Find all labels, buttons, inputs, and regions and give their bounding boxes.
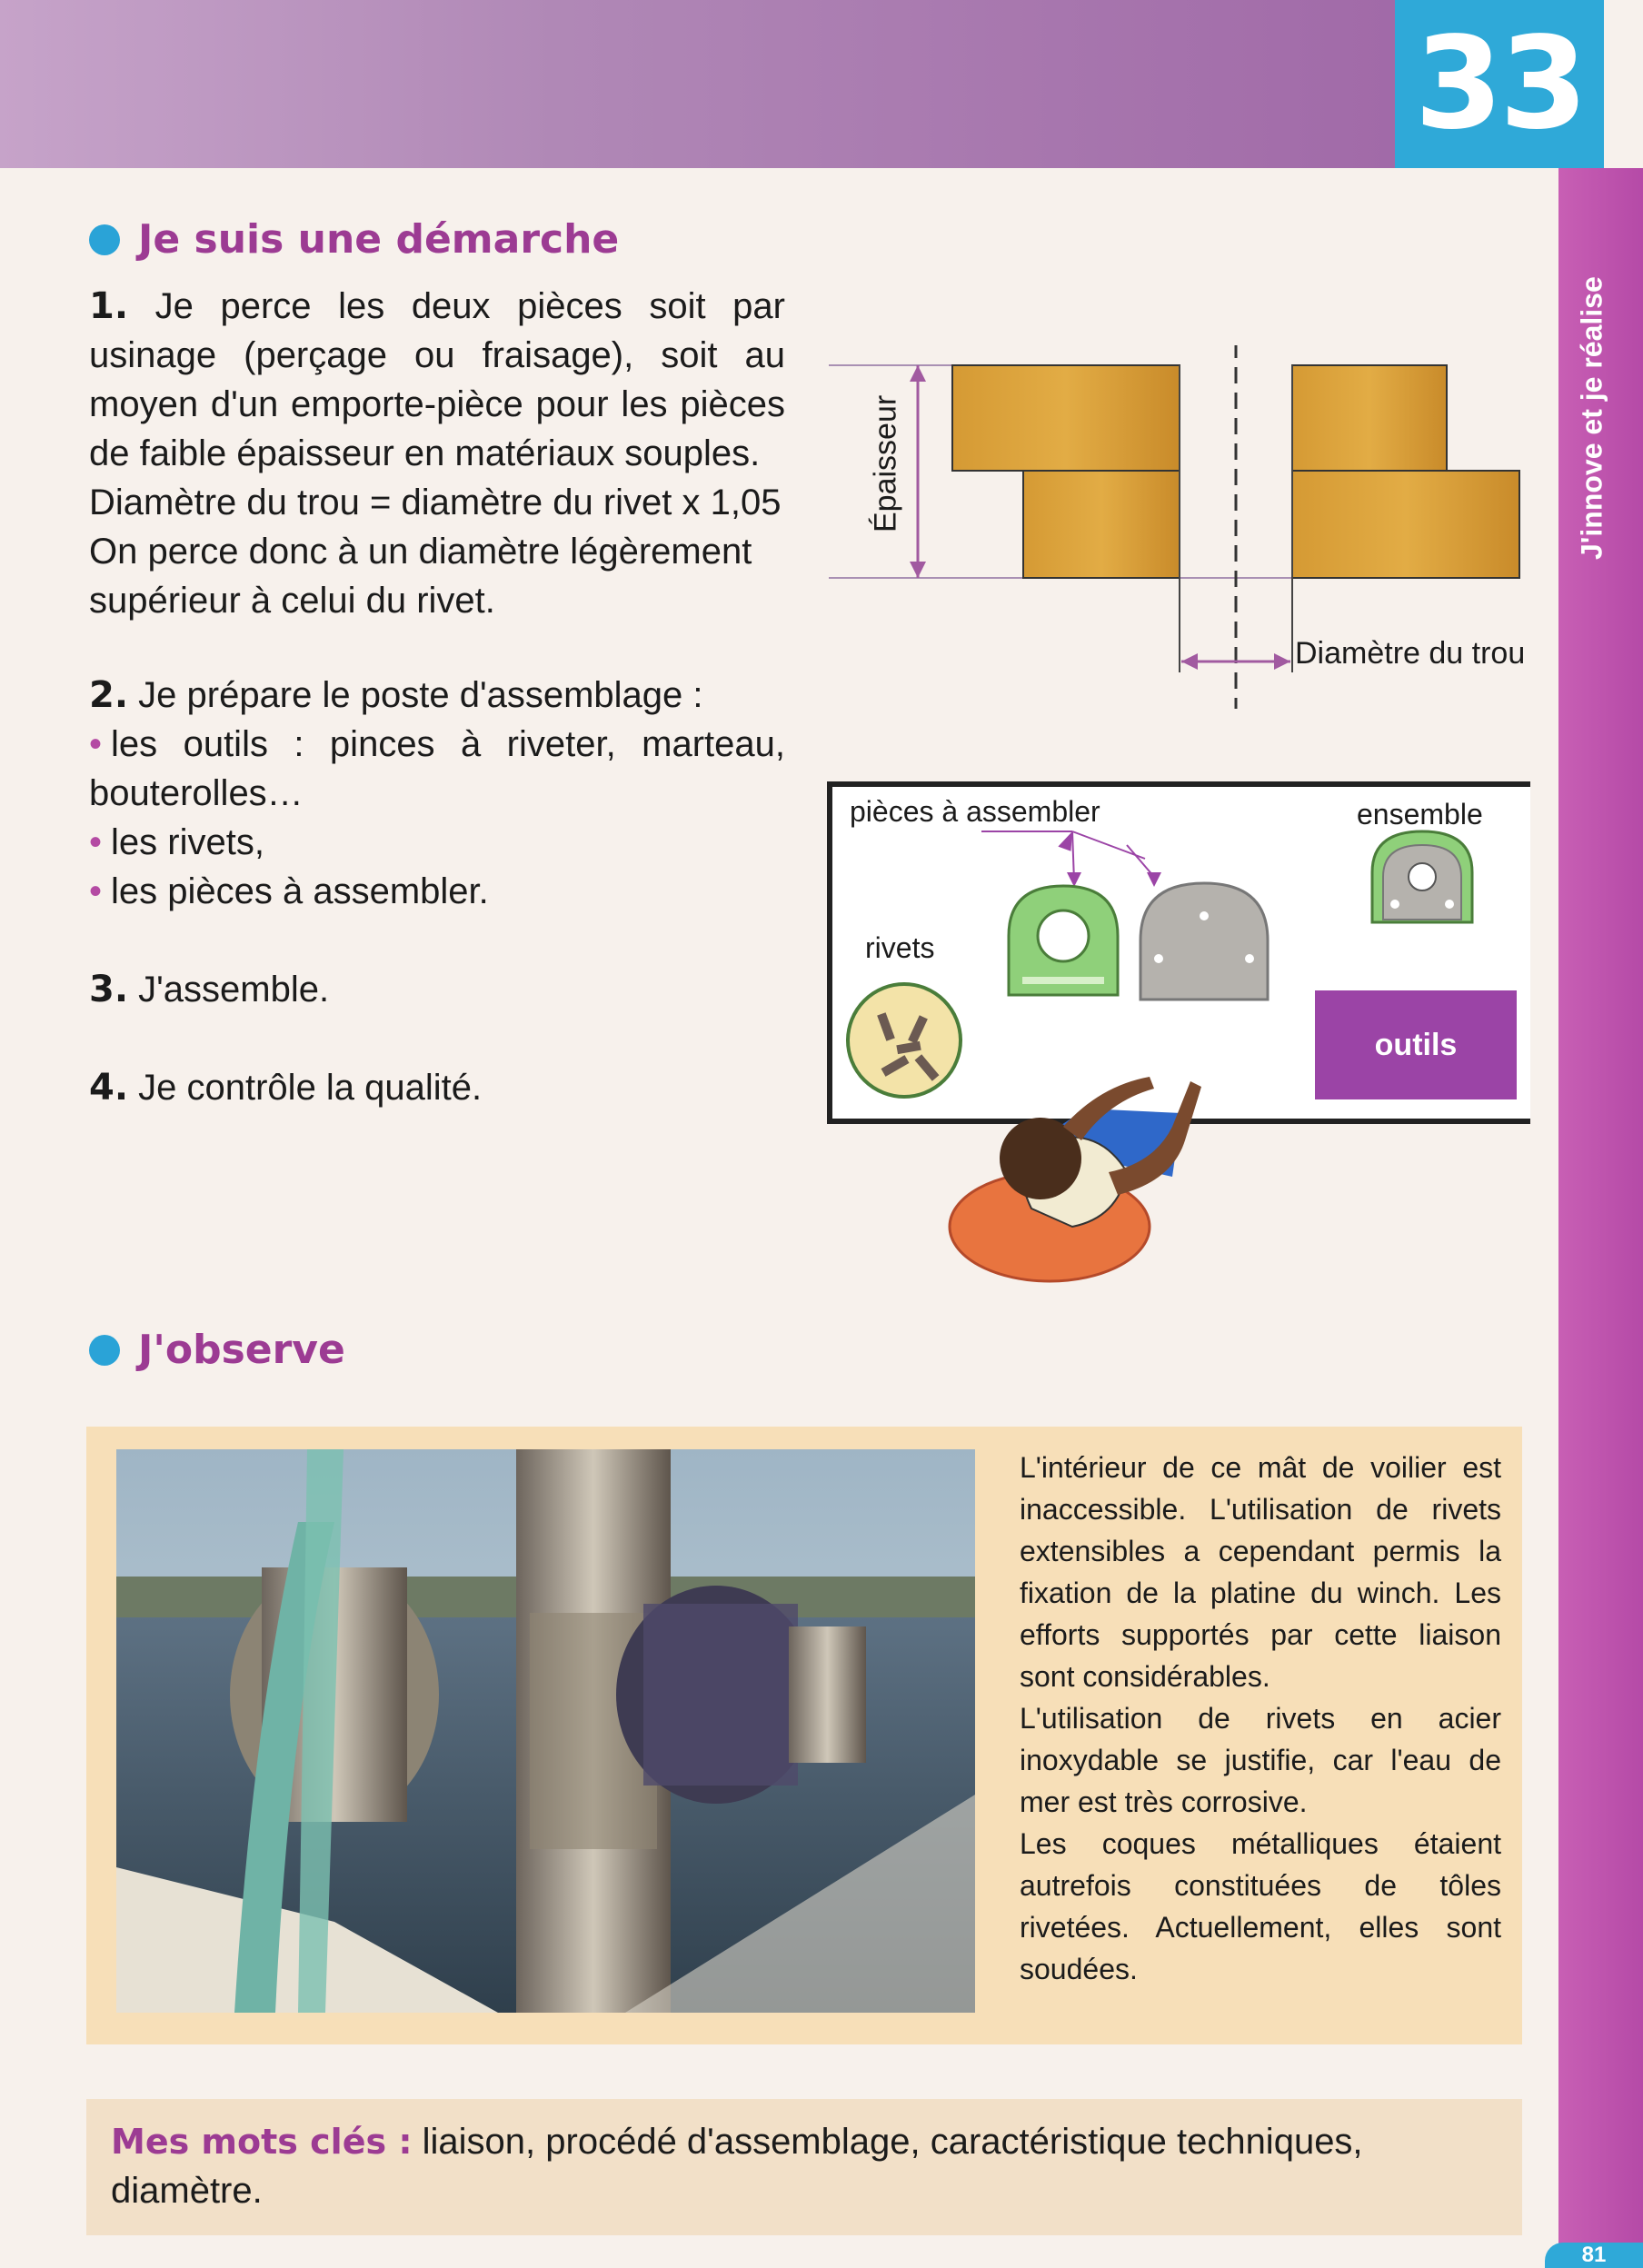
top-piece-right (1292, 365, 1447, 471)
bottom-piece-right (1292, 471, 1519, 578)
step-1-formula: Diamètre du trou = diamètre du rivet x 1,05 (89, 482, 782, 522)
section-title-demarche: Je suis une démarche (89, 216, 619, 263)
hole-diameter-label: Diamètre du trou (1295, 636, 1526, 671)
sidebar-label: J'innove et je réalise (1575, 276, 1608, 560)
thickness-label: Épaisseur (868, 394, 903, 532)
step-1-note: On perce donc à un diamètre légèrement supérieur à celui du rivet. (89, 532, 752, 621)
grey-part (1140, 883, 1268, 1000)
bullet-icon: • (89, 871, 103, 911)
step-2-bullet: • les pièces à assembler. (89, 871, 489, 911)
step-2-bullet: • les rivets, (89, 822, 264, 862)
show-through (0, 0, 1, 1)
bottom-piece-left (1023, 471, 1180, 578)
keywords-title: Mes mots clés : (111, 2122, 413, 2162)
top-piece-left (952, 365, 1180, 471)
header-band (0, 0, 1395, 168)
bullet-dot-icon (89, 224, 120, 255)
rivets-label: rivets (865, 931, 935, 964)
caption-paragraph: L'utilisation de rivets en acier inoxydable se justifie, car l'eau de mer est très corrosive. (1020, 1702, 1501, 1818)
winch-photo (116, 1449, 975, 2013)
photo-caption (1020, 1447, 1501, 1990)
step-1: 1. Je perce les deux pièces soit par usinage (perçage ou fraisage), soit au moyen d'un emporte-pièce pour les pièces de faible épaisseur en matériaux souples. (89, 285, 785, 473)
step-2: 2. Je prépare le poste d'assemblage : (89, 674, 703, 716)
page-number: 33 (1395, 0, 1604, 168)
parts-label: pièces à assembler (850, 795, 1100, 828)
keywords-text (111, 2117, 1510, 2215)
tools-box: outils (1315, 990, 1517, 1099)
step-2-bullet: • les outils : pinces à riveter, marteau, bouterolles… (89, 724, 785, 813)
caption-paragraph: Les coques métalliques étaient autrefois constituées de tôles rivetées. Actuellement, elles sont soudées. (1020, 1827, 1501, 1985)
step-3: 3. J'assemble. (89, 969, 330, 1010)
rivets-tray (848, 984, 961, 1097)
steps-text (89, 282, 785, 1112)
step-4: 4. Je contrôle la qualité. (89, 1067, 483, 1109)
footer-page-number: 81 (1545, 2243, 1643, 2268)
bullet-dot-icon (89, 1335, 120, 1366)
bullet-icon: • (89, 822, 103, 862)
keywords-list: liaison, procédé d'assemblage, caractéristique techniques, diamètre. (111, 2122, 1363, 2211)
assembly-label: ensemble (1357, 798, 1483, 831)
caption-paragraph: L'intérieur de ce mât de voilier est inaccessible. L'utilisation de rivets extensibles a cependant permis la fixation de la platine du winch. Les efforts supportés par cette liaison sont considérables. (1020, 1451, 1501, 1693)
bullet-icon: • (89, 724, 103, 764)
section-title-observe: J'observe (89, 1327, 345, 1373)
